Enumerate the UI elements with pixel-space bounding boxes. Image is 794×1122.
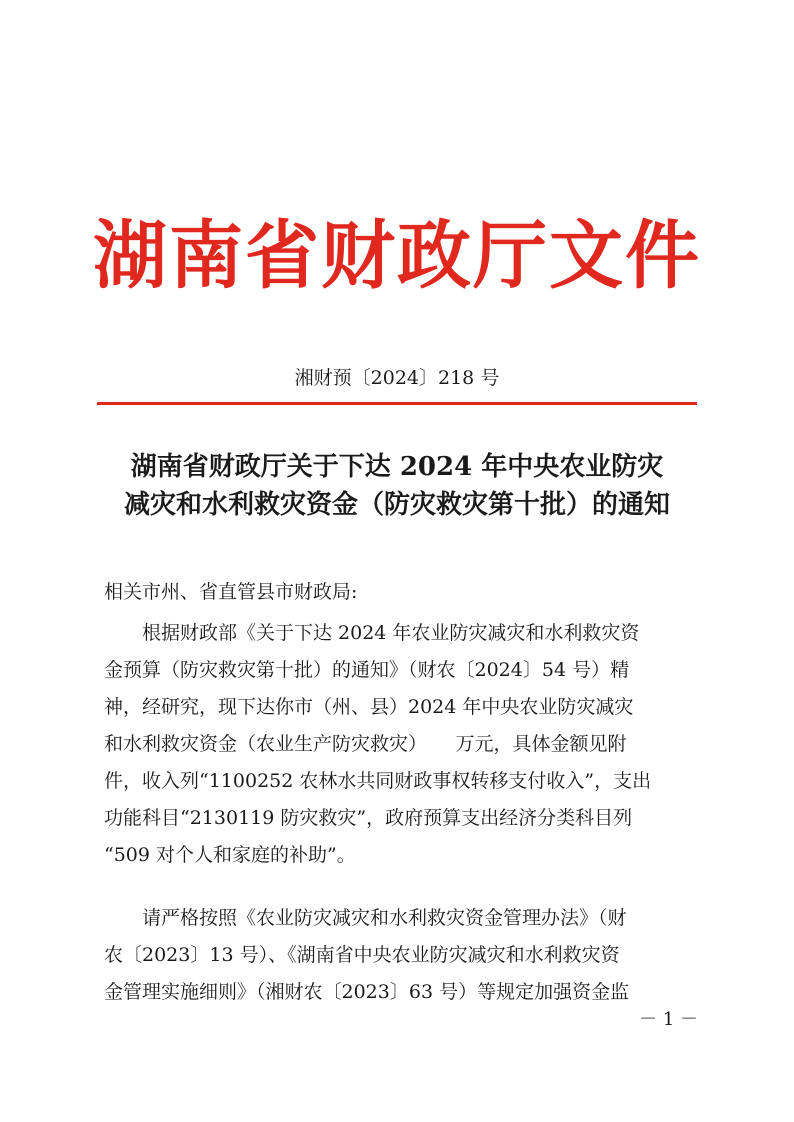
paragraph-1-line: 件，收入列“1100252 农林水共同财政事权转移支付收入”，支出	[104, 770, 652, 792]
paragraph-2-line: 请严格按照《农业防灾减灾和水利救灾资金管理办法》（财	[104, 907, 627, 929]
notice-title-line-1: 湖南省财政厅关于下达 2024 年中央农业防灾	[130, 452, 664, 482]
paragraph-2-line: 农〔2023〕13 号）、《湖南省中央农业防灾减灾和水利救灾资	[104, 944, 620, 966]
paragraph-1-line: “509 对个人和家庭的补助”。	[104, 844, 356, 866]
notice-title-line-2: 减灾和水利救灾资金（防灾救灾第十批）的通知	[123, 490, 670, 520]
paragraph-1-line: 功能科目“2130119 防灾救灾”，政府预算支出经济分类科目列	[104, 807, 633, 829]
paragraph-2-line: 金管理实施细则》（湘财农〔2023〕63 号）等规定加强资金监	[104, 981, 630, 1003]
document-number: 湘财预〔2024〕218 号	[294, 367, 500, 389]
paragraph-1-line: 金预算（防灾救灾第十批）的通知》（财农〔2024〕54 号）精	[104, 659, 630, 681]
red-divider-line	[97, 402, 697, 405]
paragraph-1-line: 根据财政部《关于下达 2024 年农业防灾减灾和水利救灾资	[104, 622, 640, 644]
paragraph-1-line: 和水利救灾资金（农业生产防灾救灾） 万元，具体金额见附	[104, 733, 627, 755]
notice-title	[60, 448, 734, 524]
paragraph-2	[104, 900, 700, 1011]
paragraph-1	[104, 615, 700, 874]
page-number: － 1 －	[639, 1009, 698, 1030]
masthead-title: 湖南省财政厅文件	[93, 213, 701, 299]
salutation: 相关市州、省直管县市财政局:	[104, 581, 358, 603]
paragraph-1-line: 神，经研究，现下达你市（州、县）2024 年中央农业防灾减灾	[104, 696, 634, 718]
